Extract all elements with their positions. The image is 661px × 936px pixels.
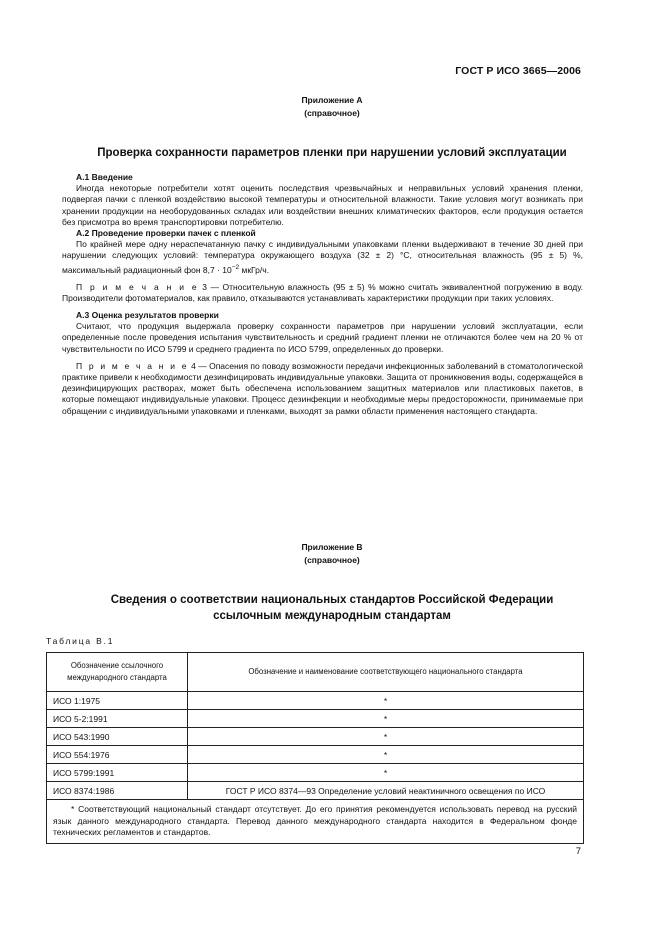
- table-row: [47, 746, 584, 764]
- section-a2-text: [62, 239, 583, 275]
- note-3: [62, 282, 583, 304]
- appendix-b-heading: [62, 541, 602, 567]
- appendix-b-title-line2: ссылочным международным стандартам: [213, 610, 451, 622]
- table-footnote: [47, 800, 584, 844]
- page-number: 7: [575, 846, 581, 857]
- appendix-a-body: [62, 172, 583, 417]
- row-national: ГОСТ Р ИСО 8374—93 Определение условий неактиничного освещения по ИСО: [188, 782, 584, 800]
- appendix-a-type: (справочное): [304, 108, 360, 118]
- table-footnote-text: * Соответствующий национальный стандарт отсутствует. До его принятия рекомендуется использовать перевод на русский язык данного международного стандарта. Перевод данного международного стандарта находится в Федеральном фонде технических регламентов и стандартов.: [53, 804, 577, 837]
- col-header-international: Обозначение ссылочного международного стандарта: [47, 653, 188, 692]
- table-row: [47, 692, 584, 710]
- note-3-text: 3 — Относительную влажность (95 ± 5) % можно считать эквивалентной погружению в воду. Производители фотоматериалов, как правило, отказываются устанавливать характеристики продукции при таких условиях.: [62, 281, 583, 303]
- section-a2-heading: А.2 Проведение проверки пачек с пленкой: [76, 228, 256, 239]
- row-ref: ИСО 8374:1986: [47, 782, 188, 800]
- section-a2-exponent: −2: [231, 263, 240, 271]
- row-ref: ИСО 554:1976: [47, 746, 188, 764]
- col-header-national: Обозначение и наименование соответствующего национального стандарта: [188, 653, 584, 692]
- section-a1-text: Иногда некоторые потребители хотят оценить последствия чрезвычайных и неправильных условий хранения пленки, подвергая пачки с пленкой воздействию высокой температуры и относительной влажности. Такие условия могут возникать при хранении продукции на необорудованных складах или воздействии внешних климатических факторов, если продукция остается без присмотра во время транспортировки потребителю.: [62, 183, 583, 227]
- note-4-text: 4 — Опасения по поводу возможности передачи инфекционных заболеваний в стоматологической практике привели к необходимости дезинфицировать индивидуальные упаковки. Защита от проникновения воды, содержащейся в дезинфицирующих растворах, может быть обеспечена использованием защитных материалов или пластиковых пакетов, в которые помещают индивидуальные упаковки. Процесс дезинфекции и необходимые меры предосторожности, принимаемые при обращении с индивидуальными упаковками и пленками, выходят за рамки области применения настоящего стандарта.: [62, 360, 583, 416]
- section-a2-text-main: По крайней мере одну нераспечатанную пачку с индивидуальными упаковками пленки выдерживают в течение 30 дней при нарушении следующих условий: температура окружающего воздуха (32 ± 2) °С, относительная влажность (95 ± 5) %, максимальный радиационный фон 8,7 · 10: [62, 239, 583, 275]
- table-row: [47, 782, 584, 800]
- document-header: ГОСТ Р ИСО 3665—2006: [455, 65, 581, 77]
- row-national: *: [188, 764, 584, 782]
- table-header-row: [47, 653, 584, 692]
- table-row: [47, 764, 584, 782]
- appendix-b-label: Приложение В: [301, 542, 363, 552]
- table-caption: Таблица В.1: [46, 636, 115, 646]
- row-ref: ИСО 5799:1991: [47, 764, 188, 782]
- standards-table: [46, 652, 584, 844]
- section-a1-heading: А.1 Введение: [76, 172, 133, 182]
- row-national: *: [188, 728, 584, 746]
- section-a3-text: Считают, что продукция выдержала проверку сохранности параметров при нарушении условий эксплуатации, если определенные после проведения испытания чувствительность и средний градиент пленки не отличаются более чем на 20 % от чувствительности по ИСО 5799 и среднего градиента по ИСО 5799, определенных до проверки.: [62, 321, 583, 354]
- appendix-a-title: Проверка сохранности параметров пленки при нарушении условий эксплуатации: [97, 147, 567, 159]
- row-ref: ИСО 543:1990: [47, 728, 188, 746]
- note-4: [62, 361, 583, 417]
- note-3-label: П р и м е ч а н и е: [76, 281, 199, 292]
- appendix-a-heading: [62, 94, 602, 120]
- table-row: [47, 710, 584, 728]
- row-national: *: [188, 692, 584, 710]
- appendix-b-title-line1: Сведения о соответствии национальных стандартов Российской Федерации: [110, 594, 554, 606]
- appendix-a-label: Приложение А: [301, 95, 363, 105]
- note-4-label: П р и м е ч а н и е: [76, 360, 189, 371]
- row-ref: ИСО 5-2:1991: [47, 710, 188, 728]
- table-footnote-row: [47, 800, 584, 844]
- appendix-b-type: (справочное): [304, 555, 360, 565]
- section-a2-text-unit: мкГр/ч.: [239, 264, 270, 275]
- section-a3-heading: А.3 Оценка результатов проверки: [76, 310, 219, 321]
- row-national: *: [188, 710, 584, 728]
- row-ref: ИСО 1:1975: [47, 692, 188, 710]
- row-national: *: [188, 746, 584, 764]
- table-row: [47, 728, 584, 746]
- appendix-b-title: [62, 592, 602, 624]
